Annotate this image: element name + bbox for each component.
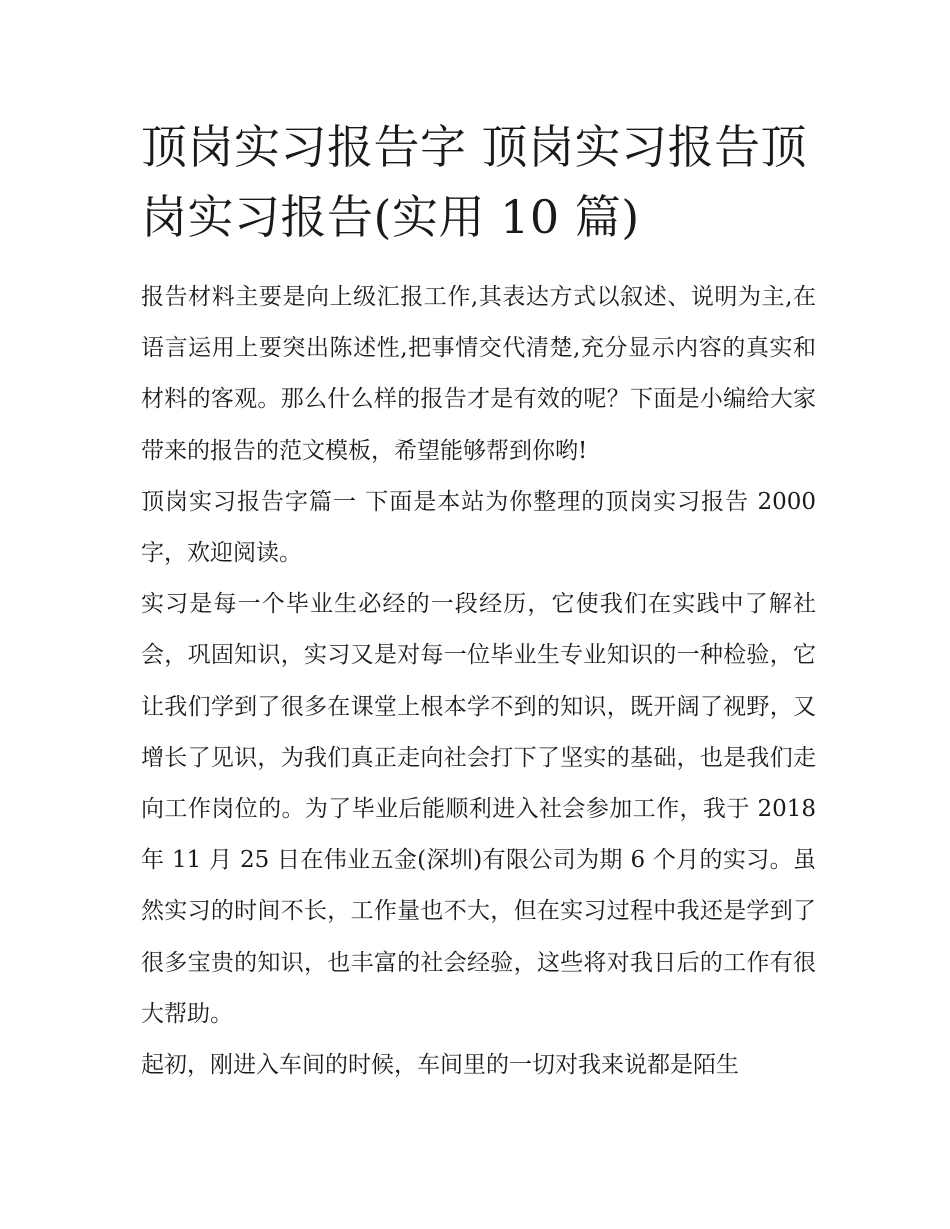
document-page — [141, 112, 816, 1091]
document-title: 顶岗实习报告字 顶岗实习报告顶岗实习报告(实用 10 篇) — [141, 120, 808, 244]
paragraph-workshop: 起初，刚进入车间的时候，车间里的一切对我来说都是陌生 — [141, 1052, 739, 1079]
document-body — [141, 272, 816, 1091]
paragraph-section-one: 顶岗实习报告字篇一 下面是本站为你整理的顶岗实习报告 2000 字，欢迎阅读。 — [141, 488, 816, 567]
paragraph-internship: 实习是每一个毕业生必经的一段经历，它使我们在实践中了解社会，巩固知识，实习又是对每一位毕业生专业知识的一种检验，它让我们学到了很多在课堂上根本学不到的知识，既开阔了视野，又增长了见识，为我们真正走向社会打下了坚实的基础，也是我们走向工作岗位的。为了毕业后能顺利进入社会参加工作，我于 2018 年 11 月 25 日在伟业五金(深圳)有限公司为期 6 个月的实习。虽然实习的时间不长，工作量也不大，但在实习过程中我还是学到了很多宝贵的知识，也丰富的社会经验，这些将对我日后的工作有很大帮助。 — [141, 591, 816, 1027]
paragraph-intro: 报告材料主要是向上级汇报工作,其表达方式以叙述、说明为主,在语言运用上要突出陈述性,把事情交代清楚,充分显示内容的真实和材料的客观。那么什么样的报告才是有效的呢？下面是小编给大家带来的报告的范文模板，希望能够帮到你哟! — [141, 284, 816, 464]
